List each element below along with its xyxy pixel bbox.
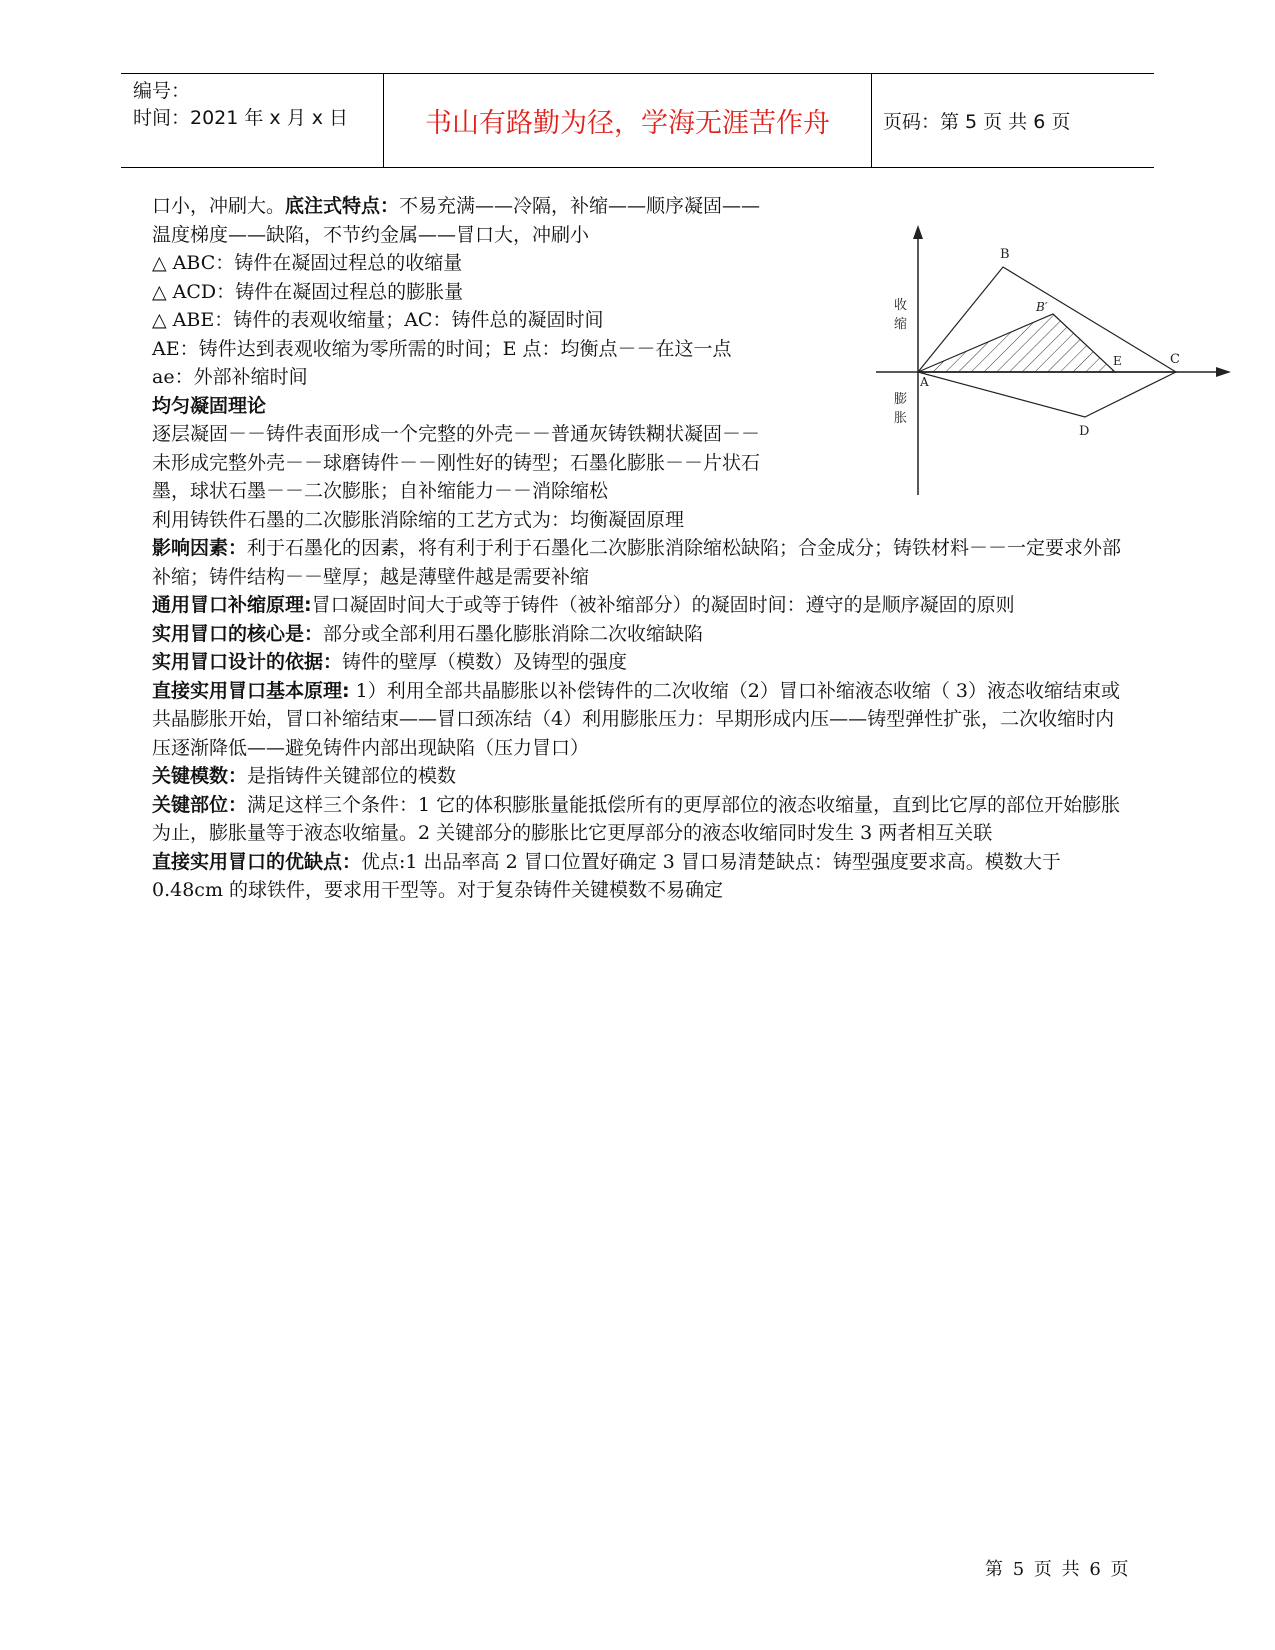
text: 优点:1 出品率高 2 冒口位置好确定 3 冒口易清楚缺点：铸型强度要求高。模数大于 0.48cm 的球铁件，要求用干型等。对于复杂铸件关键模数不易确定: [152, 850, 1061, 901]
paragraph: [152, 620, 1132, 649]
paragraph: [152, 848, 1132, 905]
line: 利用铸铁件石墨的二次膨胀消除缩的工艺方式为：均衡凝固原理: [152, 508, 685, 531]
line: 逐层凝固－－铸件表面形成一个完整的外壳－－普通灰铸铁糊状凝固－－: [152, 423, 761, 445]
line: [152, 192, 857, 221]
paragraph: [152, 648, 1132, 677]
bold-term: 关键模数：: [152, 765, 248, 787]
label-b-prime: B′: [1036, 300, 1048, 314]
page-footer: 第 5 页 共 6 页: [985, 1559, 1131, 1580]
line: 未形成完整外壳－－球磨铸件－－刚性好的铸型；石墨化膨胀－－片状石: [152, 451, 761, 474]
bold-term: 直接实用冒口的优缺点：: [152, 850, 362, 873]
x-axis-arrow: [1216, 367, 1231, 377]
paragraph: [152, 791, 1132, 848]
bold-term: 底注式特点：: [285, 195, 400, 217]
hatched-region-abe: [918, 314, 1115, 372]
bold-term: 实用冒口设计的依据：: [152, 651, 343, 673]
bold-term: 关键部位：: [152, 793, 248, 816]
header-motto: 书山有路勤为径，学海无涯苦作舟: [425, 108, 830, 139]
section-heading: 均匀凝固理论: [152, 394, 267, 417]
page-header: [121, 73, 1154, 168]
y-axis-arrow: [913, 225, 923, 239]
line: △ ACD：铸件在凝固过程总的膨胀量: [152, 280, 464, 303]
text: 不易充满——冷隔，补缩——顺序凝固——: [399, 195, 761, 217]
solidification-diagram: [876, 225, 1236, 505]
text: 冒口凝固时间大于或等于铸件（被补缩部分）的凝固时间：遵守的是顺序凝固的原则: [311, 594, 1015, 616]
label-b: B: [1000, 247, 1010, 262]
text: 部分或全部利用石墨化膨胀消除二次收缩缺陷: [323, 622, 704, 645]
label-e: E: [1113, 354, 1122, 368]
label-d: D: [1079, 424, 1090, 439]
paragraph: [152, 591, 1132, 620]
line: ae：外部补缩时间: [152, 366, 308, 388]
header-divider: [871, 74, 872, 167]
y-upper-label: 收缩: [894, 298, 908, 332]
header-page-label: 页码：第 5 页 共 6 页: [883, 111, 1071, 133]
label-c: C: [1170, 352, 1180, 367]
line: △ ABE：铸件的表观收缩量；AC：铸件总的凝固时间: [152, 309, 604, 331]
label-a: A: [920, 375, 929, 389]
triangle-acd: [918, 372, 1176, 417]
bold-term: 直接实用冒口基本原理:: [152, 679, 350, 702]
paragraph: [152, 534, 1132, 591]
number-label: 编号：: [133, 80, 191, 102]
line: △ ABC：铸件在凝固过程总的收缩量: [152, 252, 463, 274]
text: 利于石墨化的因素，将有利于利于石墨化二次膨胀消除缩松缺陷；合金成分；铸铁材料－－一定要求外部补缩；铸件结构－－壁厚；越是薄壁件越是需要补缩: [152, 537, 1122, 588]
bold-term: 通用冒口补缩原理:: [152, 594, 312, 616]
line: 墨，球状石墨－－二次膨胀；自补缩能力－－消除缩松: [152, 480, 609, 502]
bold-term: 影响因素：: [152, 537, 248, 559]
bold-term: 实用冒口的核心是：: [152, 622, 324, 645]
text: 满足这样三个条件：1 它的体积膨胀量能抵偿所有的更厚部位的液态收缩量，直到比它厚的部位开始膨胀为止，膨胀量等于液态收缩量。2 关键部分的膨胀比它更厚部分的液态收缩同时发生 3 两者相互关联: [152, 793, 1121, 844]
paragraph: [152, 677, 1132, 763]
paragraph: [152, 762, 1132, 791]
text: 口小，冲刷大。: [152, 195, 286, 217]
text: 是指铸件关键部位的模数: [247, 765, 457, 787]
line: AE：铸件达到表观收缩为零所需的时间；E 点：均衡点－－在这一点: [152, 337, 732, 360]
y-lower-label: 膨胀: [894, 392, 908, 426]
text: 铸件的壁厚（模数）及铸型的强度: [342, 651, 628, 673]
line: 温度梯度——缺陷，不节约金属——冒口大，冲刷小: [152, 223, 590, 246]
text: 1）利用全部共晶膨胀以补偿铸件的二次收缩（2）冒口补缩液态收缩（ 3）液态收缩结束或共晶膨胀开始，冒口补缩结束——冒口颈冻结（4）利用膨胀压力：早期形成内压——铸型弹性扩张，二次收缩时内压逐渐降低——避免铸件内部出现缺陷（压力冒口）: [152, 679, 1120, 759]
date-label: 时间：2021 年 x 月 x 日: [133, 107, 349, 129]
header-meta: [133, 78, 378, 132]
